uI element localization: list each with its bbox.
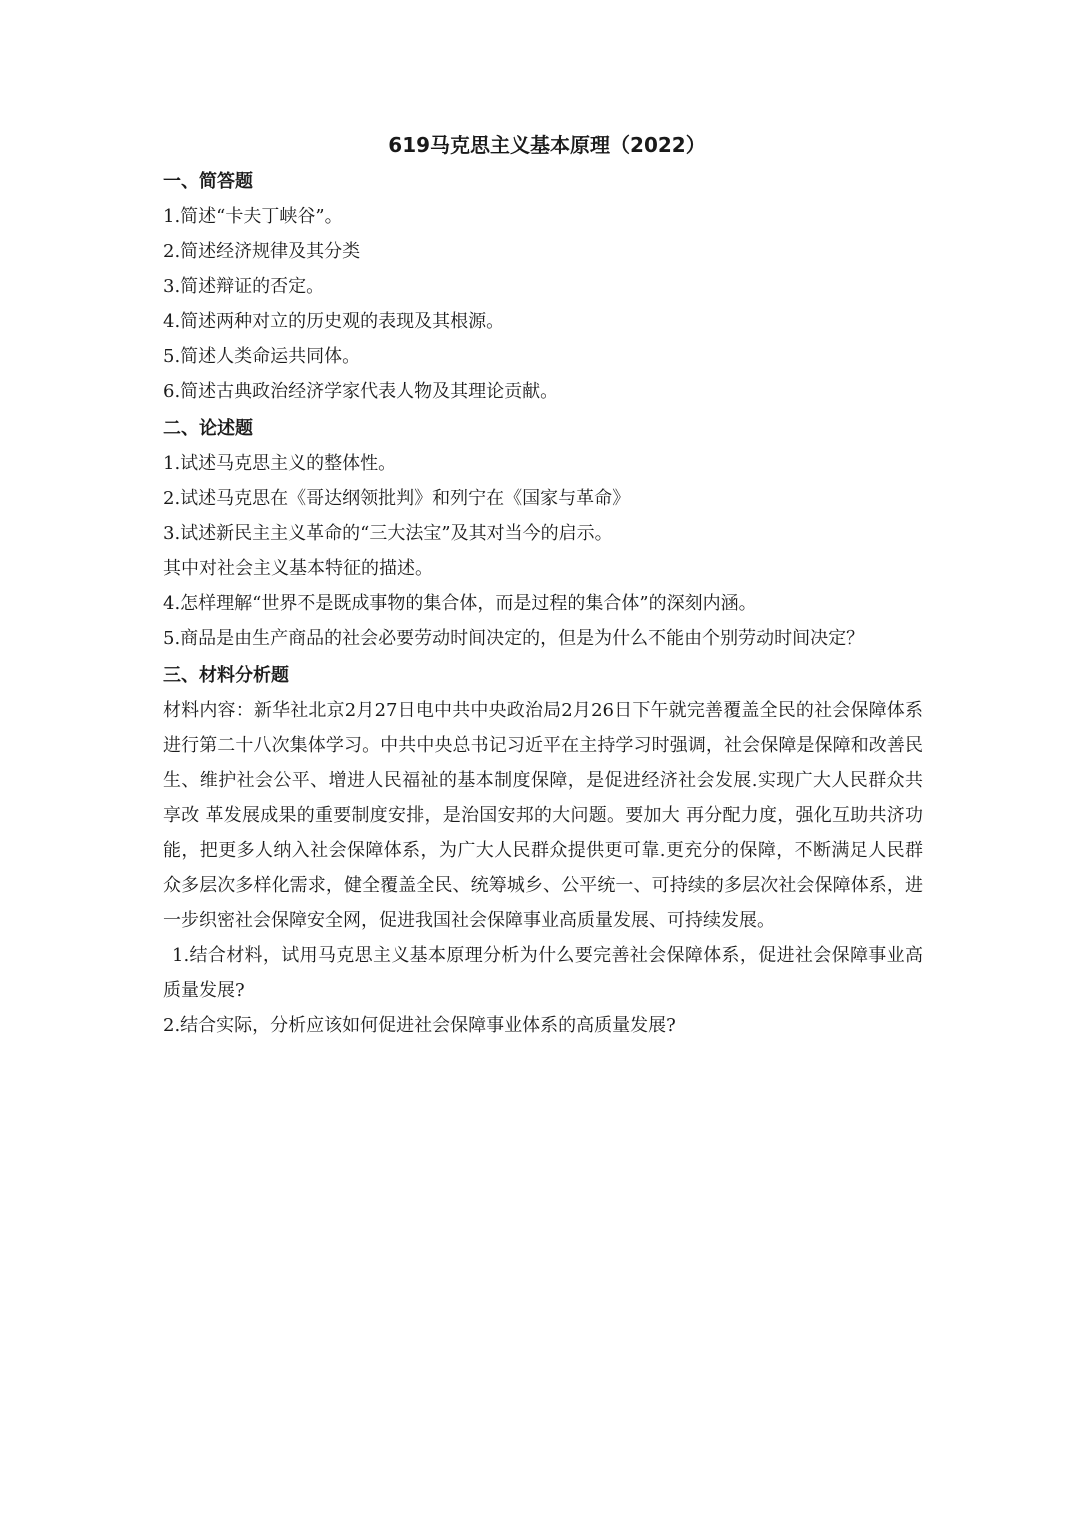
question-item: 5.商品是由生产商品的社会必要劳动时间决定的，但是为什么不能由个别劳动时间决定？ (163, 628, 865, 649)
section-material-analysis (163, 659, 923, 1043)
question-item: 2.简述经济规律及其分类 (163, 241, 361, 262)
question-item: 3.试述新民主主义革命的“三大法宝”及其对当今的启示。 (163, 523, 613, 544)
section-heading: 三、材料分析题 (163, 665, 289, 686)
section-essay (163, 412, 923, 656)
document-title: 619马克思主义基本原理（2022） (388, 133, 706, 157)
question-item: 其中对社会主义基本特征的描述。 (163, 558, 433, 579)
question-item: 1.试述马克思主义的整体性。 (163, 453, 397, 474)
question-item: 1.简述“卡夫丁峡谷”。 (163, 206, 343, 227)
section-heading: 二、论述题 (163, 418, 253, 439)
question-item: 2.试述马克思在《哥达纲领批判》和列宁在《国家与革命》 (163, 488, 631, 509)
section-heading: 一、简答题 (163, 171, 253, 192)
document-page (163, 128, 923, 1043)
section-short-answer (163, 165, 923, 409)
question-item: 3.简述辩证的否定。 (163, 276, 325, 297)
material-paragraph: 材料内容：新华社北京2月27日电中共中央政治局2月26日下午就完善覆盖全民的社会保障体系进行第二十八次集体学习。中共中央总书记习近平在主持学习时强调，社会保障是保障和改善民生、维护社会公平、增进人民福祉的基本制度保障，是促进经济社会发展.实现广大人民群众共享改 革发展成果的重要制度安排，是治国安邦的大问题。要加大 再分配力度，强化互助共济功能，把更多人纳入社会保障体系，为广大人民群众提供更可靠.更充分的保障，不断满足人民群众多层次多样化需求，健全覆盖全民、统筹城乡、公平统一、可持续的多层次社会保障体系，进一步织密社会保障安全网，促进我国社会保障事业高质量发展、可持续发展。 (163, 700, 923, 931)
question-item: 4.简述两种对立的历史观的表现及其根源。 (163, 311, 505, 332)
question-item: 4.怎样理解“世界不是既成事物的集合体，而是过程的集合体”的深刻内涵。 (163, 593, 757, 614)
question-item: 6.简述古典政治经济学家代表人物及其理论贡献。 (163, 381, 559, 402)
question-item: 2.结合实际，分析应该如何促进社会保障事业体系的高质量发展? (163, 1015, 676, 1036)
question-item: 5.简述人类命运共同体。 (163, 346, 361, 367)
question-item: 1.结合材料，试用马克思主义基本原理分析为什么要完善社会保障体系，促进社会保障事业高质量发展? (163, 945, 923, 1001)
